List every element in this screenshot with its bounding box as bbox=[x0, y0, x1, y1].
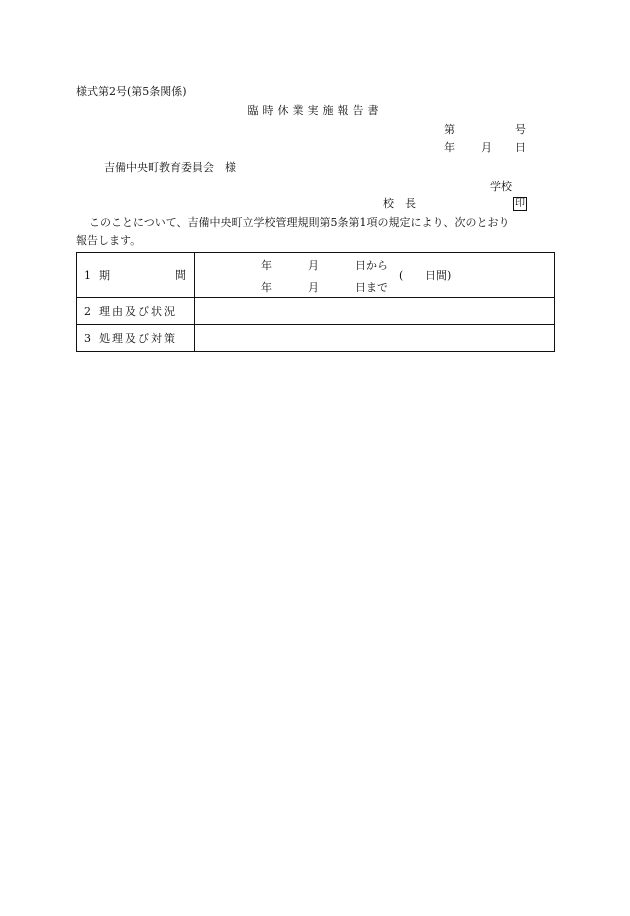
document-number-prefix: 第 bbox=[444, 123, 455, 136]
period-value-cell[interactable] bbox=[195, 253, 555, 298]
period-label-cell bbox=[77, 253, 195, 298]
document-number-suffix: 号 bbox=[515, 123, 526, 136]
report-table bbox=[76, 252, 555, 352]
addressee: 吉備中央町教育委員会 様 bbox=[104, 161, 236, 174]
reason-label: 理由及び状況 bbox=[99, 304, 177, 318]
document-title: 臨時休業実施報告書 bbox=[247, 104, 383, 117]
row-number: 3 bbox=[84, 331, 91, 345]
date-year: 年 bbox=[444, 141, 455, 154]
measure-label: 処理及び対策 bbox=[99, 331, 177, 345]
measure-label-cell bbox=[77, 325, 195, 352]
form-number: 様式第2号(第5条関係) bbox=[76, 85, 187, 98]
measure-value-cell[interactable] bbox=[195, 325, 555, 352]
body-text-line1: このことについて、吉備中央町立学校管理規則第5条第1項の規定により、次のとおり bbox=[89, 216, 510, 229]
period-start-year: 年 bbox=[261, 259, 272, 272]
reason-value-cell[interactable] bbox=[195, 298, 555, 325]
school-label: 学校 bbox=[490, 180, 512, 193]
body-text-line2: 報告します。 bbox=[76, 234, 142, 247]
period-end-month: 月 bbox=[308, 281, 319, 294]
table-row-measure bbox=[77, 325, 555, 352]
period-days-close: 日間) bbox=[425, 269, 452, 282]
period-end-year: 年 bbox=[261, 281, 272, 294]
table-row-period bbox=[77, 253, 555, 298]
date-month: 月 bbox=[481, 141, 492, 154]
period-start-month: 月 bbox=[308, 259, 319, 272]
principal-label: 校長 bbox=[383, 197, 427, 210]
row-number: 2 bbox=[84, 304, 91, 318]
period-days-open: ( bbox=[399, 269, 404, 282]
row-number: 1 bbox=[84, 268, 91, 282]
period-end-day: 日まで bbox=[355, 281, 388, 294]
period-start-day: 日から bbox=[355, 259, 388, 272]
seal-mark: 印 bbox=[515, 198, 525, 209]
document-number-line bbox=[444, 123, 526, 136]
reason-label-cell bbox=[77, 298, 195, 325]
period-label-start: 期 bbox=[99, 268, 110, 282]
date-day: 日 bbox=[515, 141, 526, 154]
period-label-end: 間 bbox=[175, 268, 186, 282]
table-row-reason bbox=[77, 298, 555, 325]
